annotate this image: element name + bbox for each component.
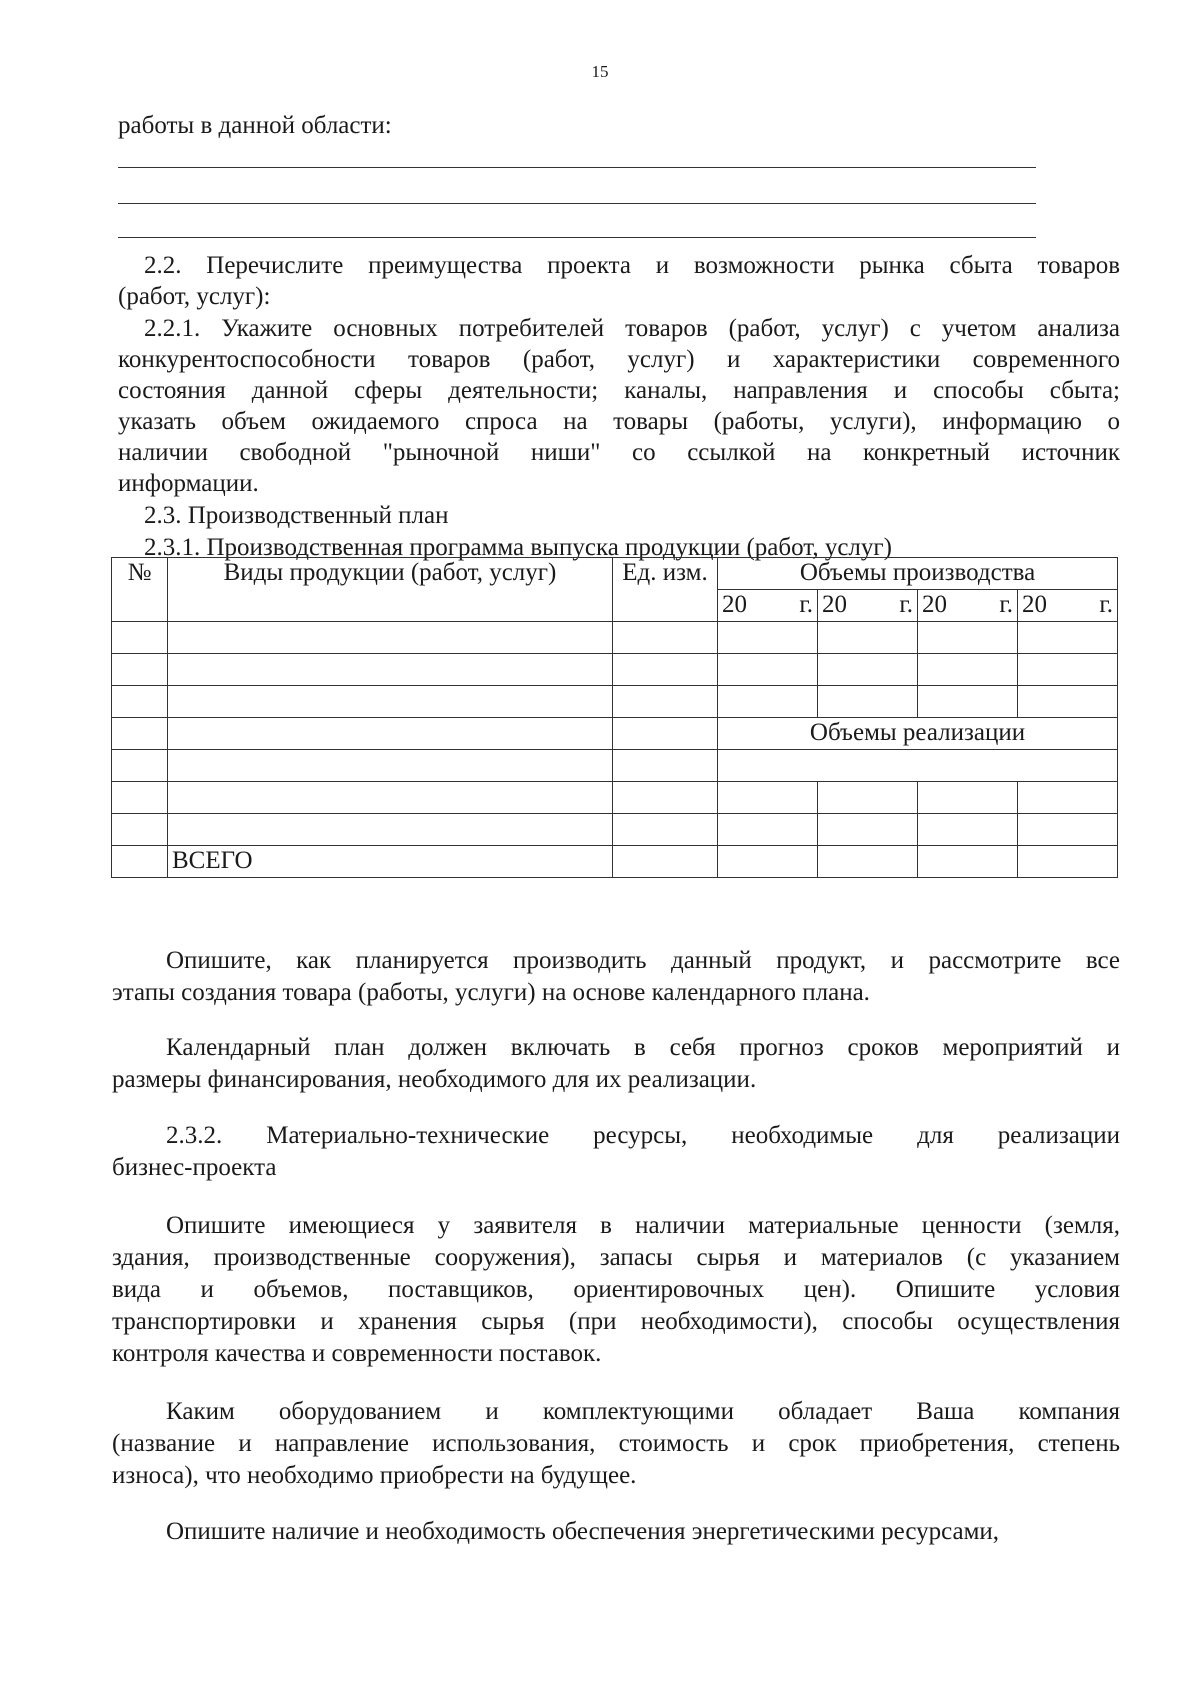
table-row: [112, 782, 1118, 814]
year-cell: 20 г.: [1018, 590, 1118, 622]
section-2-2-line-2: (работ, услуг):: [118, 283, 271, 310]
section-2-2-1-line: конкурентоспособности товаров (работ, услуг) и характеристики современного: [118, 346, 1120, 373]
paragraph-resources-line: транспортировки и хранения сырья (при необходимости), способы осуществления: [112, 1308, 1120, 1335]
blank-line-1: [118, 167, 1036, 168]
table-row: [112, 654, 1118, 686]
header-unit: Ед. изм.: [613, 558, 718, 622]
paragraph-equipment-line: (название и направление использования, стоимость и срок приобретения, степень: [112, 1430, 1120, 1457]
paragraph-calendar-line: размеры финансирования, необходимого для их реализации.: [112, 1066, 757, 1093]
year-cell: 20 г.: [918, 590, 1018, 622]
year-cell: 20 г.: [718, 590, 818, 622]
page-number: 15: [591, 62, 609, 81]
section-2-2-1-line: указать объем ожидаемого спроса на товары (работы, услуги), информацию о: [118, 408, 1120, 435]
section-2-2-line-1: 2.2. Перечислите преимущества проекта и возможности рынка сбыта товаров: [144, 252, 1120, 279]
section-2-3-1-title: 2.3.1. Производственная программа выпуска продукции (работ, услуг): [144, 534, 892, 561]
table-total-row: [112, 846, 1118, 878]
header-production-volumes: Объемы производства: [718, 558, 1118, 590]
table-row: [112, 814, 1118, 846]
table-row: [112, 686, 1118, 718]
paragraph-equipment-line: износа), что необходимо приобрести на будущее.: [112, 1462, 637, 1489]
paragraph-resources-line: Опишите имеющиеся у заявителя в наличии материальные ценности (земля,: [166, 1212, 1120, 1239]
table-row: [112, 750, 1118, 782]
intro-line: работы в данной области:: [118, 112, 392, 139]
paragraph-production-line: Опишите, как планируется производить данный продукт, и рассмотрите все: [166, 947, 1120, 974]
paragraph-calendar-line: Календарный план должен включать в себя прогноз сроков мероприятий и: [166, 1034, 1120, 1061]
paragraph-equipment-line: Каким оборудованием и комплектующими обладает Ваша компания: [166, 1398, 1120, 1425]
section-2-2-1-line: наличии свободной "рыночной ниши" со ссылкой на конкретный источник: [118, 439, 1120, 466]
total-label: ВСЕГО: [168, 846, 613, 878]
table-row: [112, 622, 1118, 654]
blank-line-2: [118, 203, 1036, 204]
paragraph-resources-line: вида и объемов, поставщиков, ориентировочных цен). Опишите условия: [112, 1276, 1120, 1303]
section-2-3-title: 2.3. Производственный план: [144, 502, 449, 529]
blank-line-3: [118, 237, 1036, 238]
header-number: №: [112, 558, 168, 622]
header-product-type: Виды продукции (работ, услуг): [168, 558, 613, 622]
paragraph-resources-line: здания, производственные сооружения), запасы сырья и материалов (с указанием: [112, 1244, 1120, 1271]
section-2-3-2-line: бизнес-проекта: [112, 1154, 277, 1181]
section-2-2-1-line: 2.2.1. Укажите основных потребителей товаров (работ, услуг) с учетом анализа: [144, 315, 1120, 342]
header-sales-volumes: Объемы реализации: [718, 718, 1118, 750]
paragraph-resources-line: контроля качества и современности поставок.: [112, 1340, 602, 1367]
section-2-3-2-line: 2.3.2. Материально-технические ресурсы, необходимые для реализации: [166, 1122, 1120, 1149]
year-cell: 20 г.: [818, 590, 918, 622]
paragraph-energy-line: Опишите наличие и необходимость обеспечения энергетическими ресурсами,: [166, 1518, 1000, 1545]
table-header-row: [112, 558, 1118, 590]
production-table: [111, 557, 1118, 878]
section-2-2-1-line: состояния данной сферы деятельности; каналы, направления и способы сбыта;: [118, 377, 1120, 404]
table-row: [112, 718, 1118, 750]
section-2-2-1-line: информации.: [118, 470, 259, 497]
paragraph-production-line: этапы создания товара (работы, услуги) на основе календарного плана.: [112, 979, 870, 1006]
